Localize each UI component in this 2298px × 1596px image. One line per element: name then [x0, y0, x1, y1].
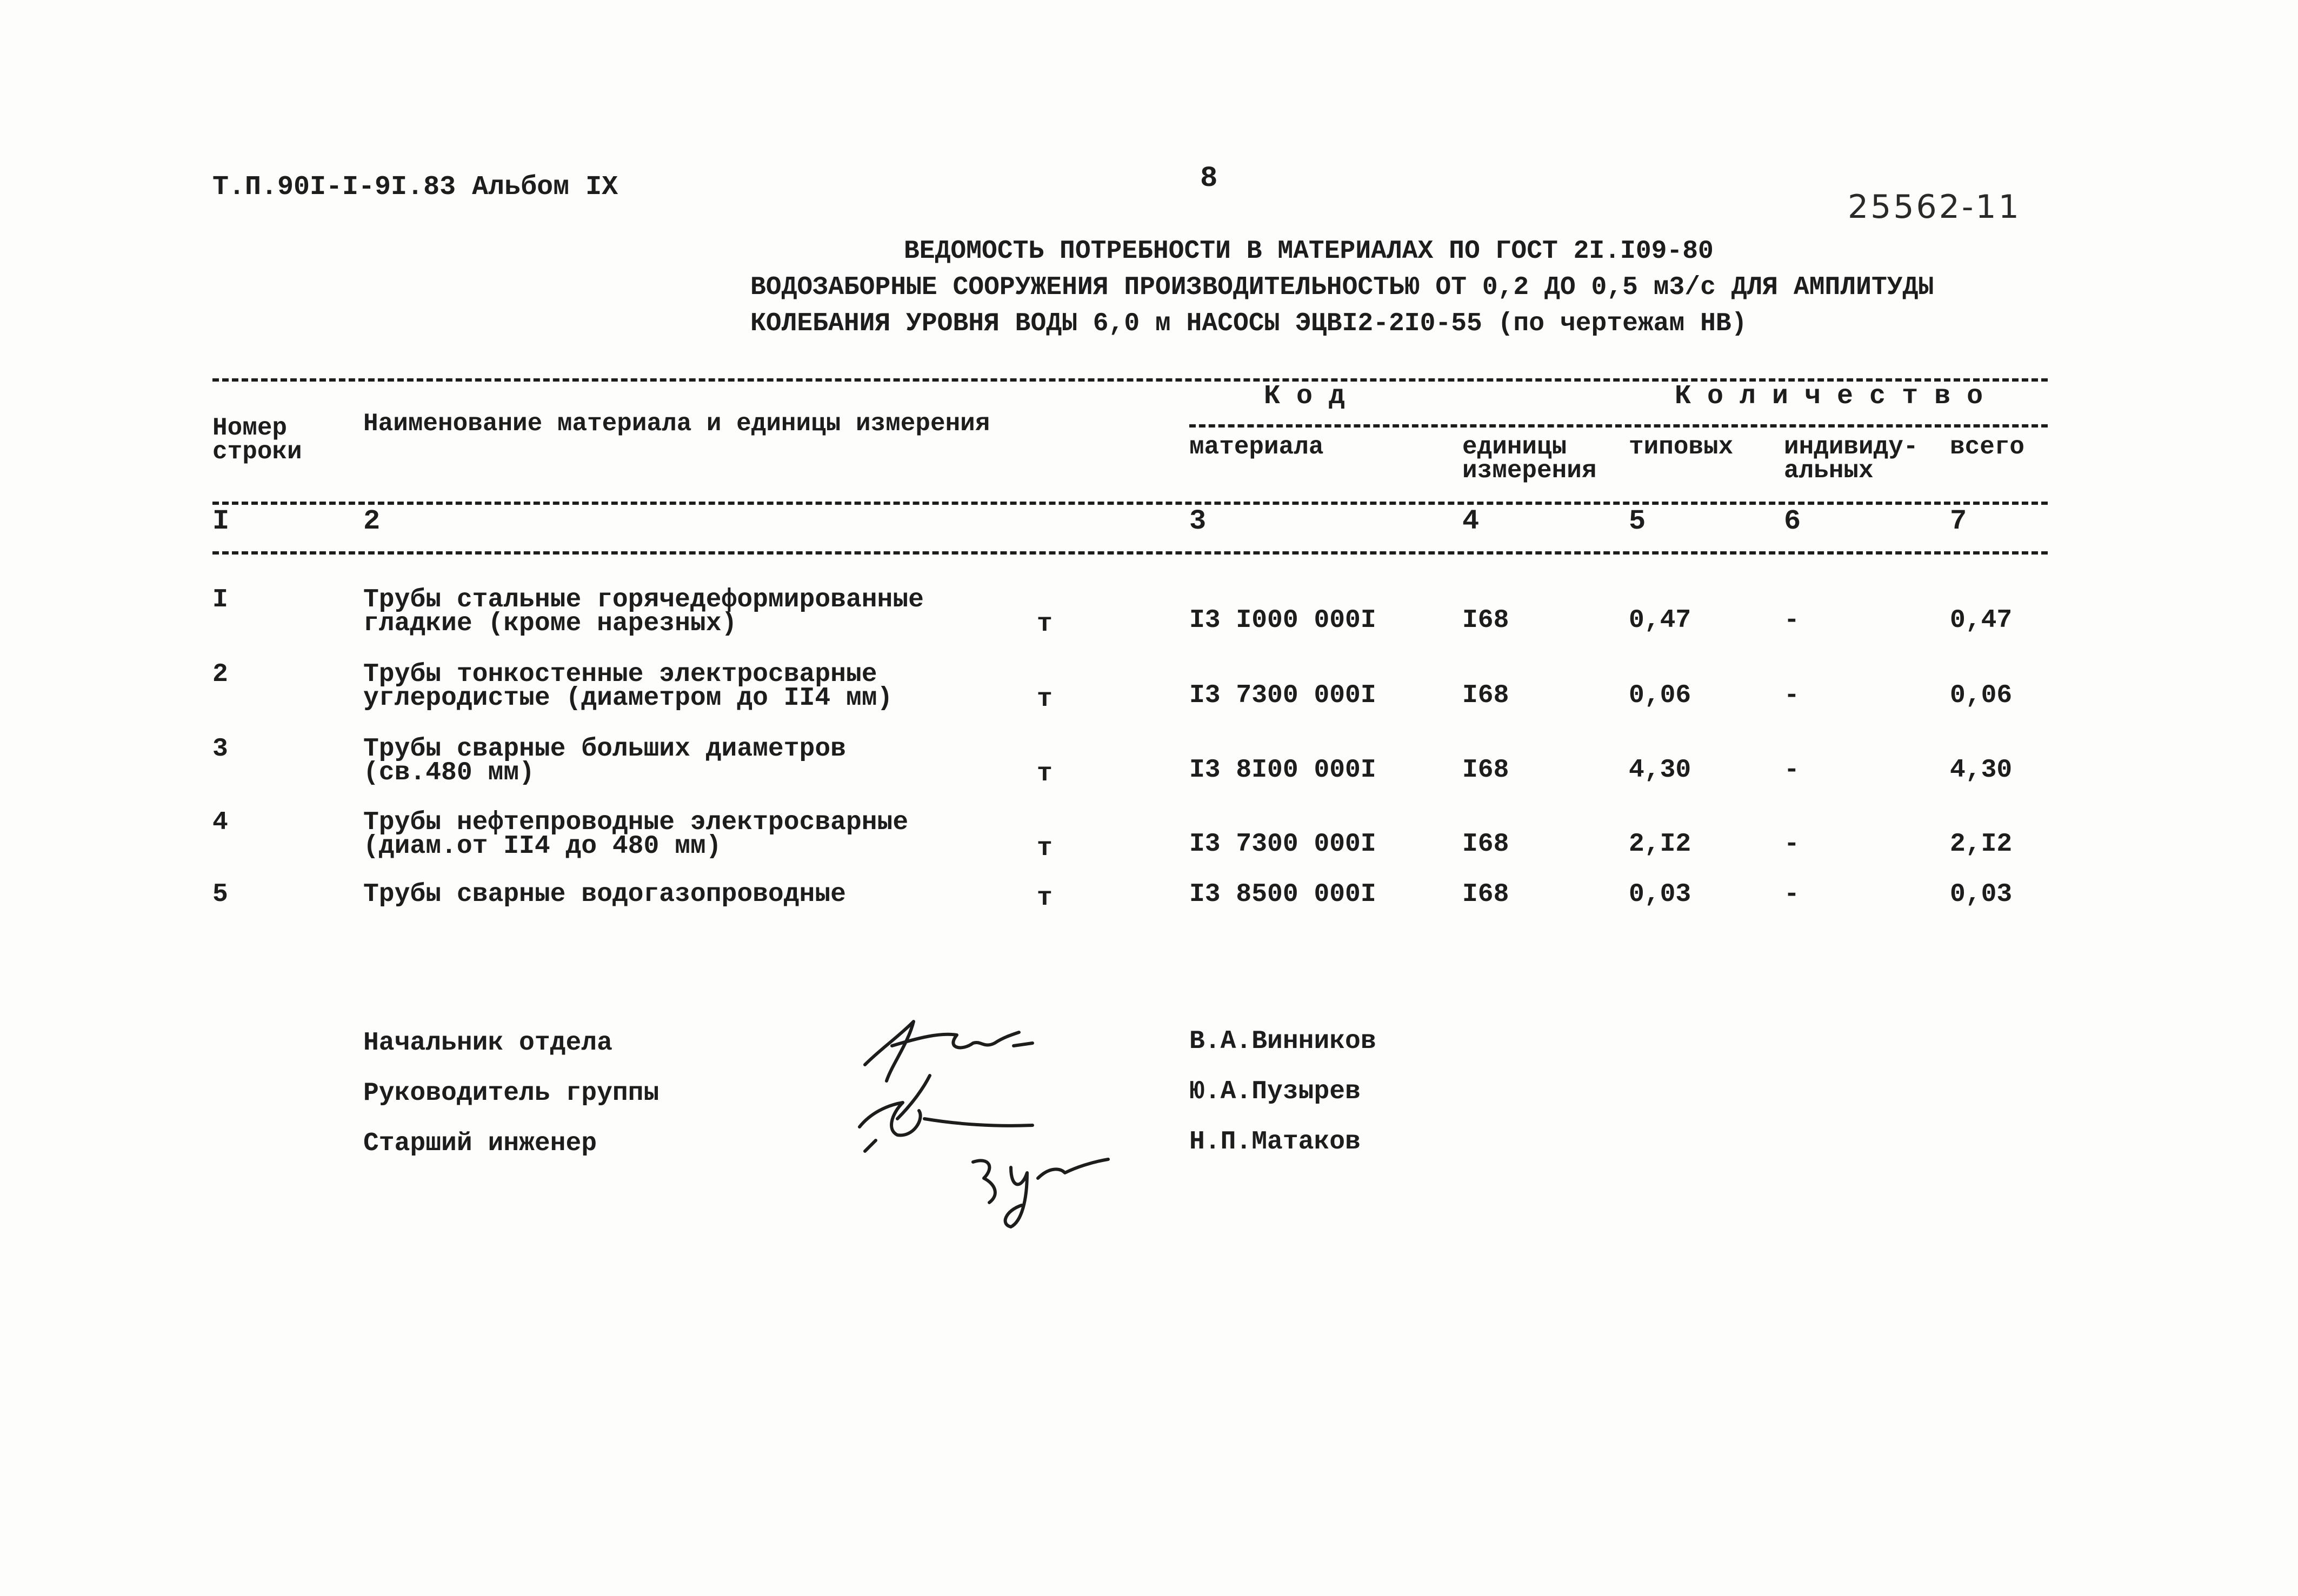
row-5-total: 0,03: [1950, 880, 2013, 909]
signature-role-1: Начальник отдела: [363, 1029, 612, 1058]
code-group-rule: [1189, 424, 2048, 428]
row-2-individual: -: [1784, 681, 1800, 710]
title-line-1: ВЕДОМОСТЬ ПОТРЕБНОСТИ В МАТЕРИАЛАХ ПО ГОСТ 2I.I09-80: [904, 237, 1714, 266]
header-bottom-rule: [212, 502, 2048, 505]
title-line-2: ВОДОЗАБОРНЫЕ СООРУЖЕНИЯ ПРОИЗВОДИТЕЛЬНОСТЬЮ ОТ 0,2 ДО 0,5 м3/с ДЛЯ АМПЛИТУДЫ: [750, 273, 1934, 302]
handwritten-signatures: [832, 1005, 1135, 1232]
row-3-code: I3 8I00 000I: [1189, 756, 1376, 785]
row-2-code: I3 7300 000I: [1189, 681, 1376, 710]
row-3-total: 4,30: [1950, 756, 2013, 785]
col-number-6: 6: [1784, 505, 1801, 537]
signature-role-3: Старший инженер: [363, 1129, 597, 1158]
row-5-typical: 0,03: [1629, 880, 1691, 909]
row-1-code: I3 I000 000I: [1189, 606, 1376, 635]
col-number-4: 4: [1462, 505, 1480, 537]
row-3-number: 3: [212, 734, 228, 764]
col-number-3: 3: [1189, 505, 1207, 537]
row-3-individual: -: [1784, 756, 1800, 785]
row-1-name: Трубы стальные горячедеформированные гладкие (кроме нарезных): [363, 585, 924, 638]
header-individual: индивиду- альных: [1784, 433, 1919, 485]
row-4-number: 4: [212, 808, 228, 837]
row-5-unit-code: I68: [1462, 880, 1509, 909]
row-3-unit: т: [1037, 759, 1053, 789]
header-unit-code: единицы измерения: [1462, 433, 1597, 485]
row-4-total: 2,I2: [1950, 830, 2013, 859]
row-2-number: 2: [212, 660, 228, 689]
row-4-unit: т: [1037, 834, 1053, 863]
row-3-unit-code: I68: [1462, 756, 1509, 785]
row-5-number: 5: [212, 880, 228, 909]
header-code-group: К о д: [1264, 381, 1346, 412]
row-2-typical: 0,06: [1629, 681, 1691, 710]
row-5-code: I3 8500 000I: [1189, 880, 1376, 909]
colnum-bottom-rule: [212, 551, 2048, 555]
row-4-typical: 2,I2: [1629, 830, 1691, 859]
page-number: 8: [1200, 162, 1218, 195]
row-1-unit: т: [1037, 610, 1053, 639]
col-number-2: 2: [363, 505, 381, 537]
signature-name-2: Ю.А.Пузырев: [1189, 1077, 1361, 1106]
row-1-number: I: [212, 585, 228, 615]
header-material-code: материала: [1189, 433, 1324, 461]
row-5-name: Трубы сварные водогазопроводные: [363, 880, 846, 909]
header-row-number: Номер строки: [212, 414, 302, 466]
row-4-name: Трубы нефтепроводные электросварные (диам.от II4 до 480 мм): [363, 808, 909, 861]
row-5-unit: т: [1037, 884, 1053, 913]
col-number-1: I: [212, 505, 230, 537]
col-number-7: 7: [1950, 505, 1967, 537]
header-total: всего: [1950, 433, 2025, 461]
row-4-individual: -: [1784, 830, 1800, 859]
row-4-unit-code: I68: [1462, 830, 1509, 859]
signature-name-1: В.А.Винников: [1189, 1027, 1376, 1056]
header-typical: типовых: [1629, 433, 1734, 461]
archive-number: 25562-11: [1848, 188, 2021, 226]
row-1-individual: -: [1784, 606, 1800, 635]
header-material-name: Наименование материала и единицы измерения: [363, 410, 990, 438]
row-1-total: 0,47: [1950, 606, 2013, 635]
signature-name-3: Н.П.Матаков: [1189, 1127, 1361, 1157]
header-quantity-group: К о л и ч е с т в о: [1675, 381, 1983, 412]
signature-role-2: Руководитель группы: [363, 1079, 660, 1108]
row-3-name: Трубы сварные больших диаметров (св.480 мм): [363, 734, 846, 787]
row-2-name: Трубы тонкостенные электросварные углеродистые (диаметром до II4 мм): [363, 660, 893, 713]
col-number-5: 5: [1629, 505, 1646, 537]
row-2-unit: т: [1037, 685, 1053, 714]
row-1-typical: 0,47: [1629, 606, 1691, 635]
row-4-code: I3 7300 000I: [1189, 830, 1376, 859]
row-2-total: 0,06: [1950, 681, 2013, 710]
row-5-individual: -: [1784, 880, 1800, 909]
row-2-unit-code: I68: [1462, 681, 1509, 710]
row-3-typical: 4,30: [1629, 756, 1691, 785]
document-reference: Т.П.90I-I-9I.83 Альбом IX: [212, 172, 618, 203]
title-line-3: КОЛЕБАНИЯ УРОВНЯ ВОДЫ 6,0 м НАСОСЫ ЭЦВI2-2I0-55 (по чертежам НВ): [750, 309, 1747, 338]
row-1-unit-code: I68: [1462, 606, 1509, 635]
